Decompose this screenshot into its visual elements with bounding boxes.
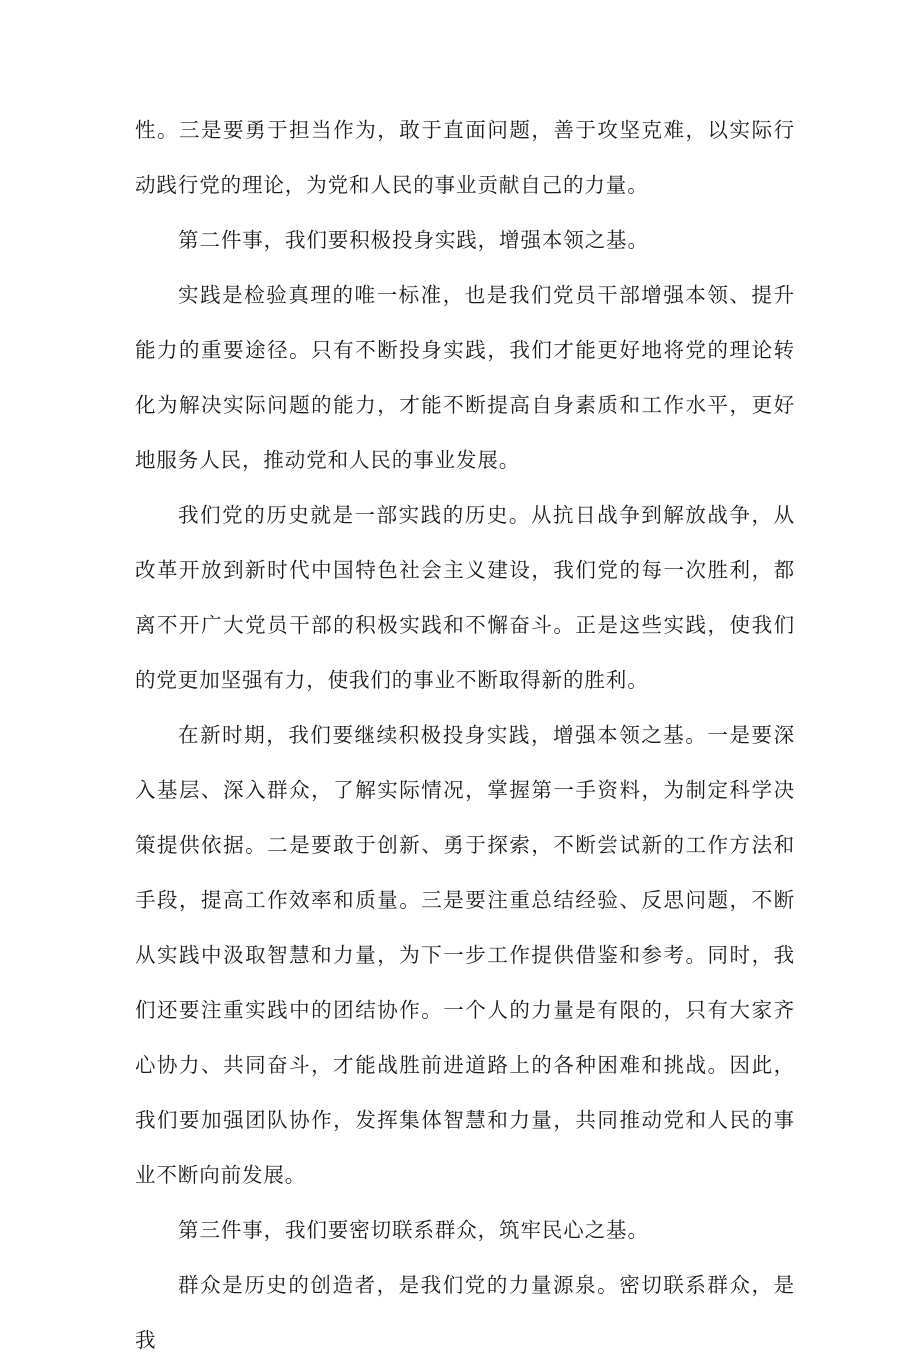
document-body bbox=[135, 103, 795, 1368]
paragraph-heading-third-matter: 第三件事，我们要密切联系群众，筑牢民心之基。 bbox=[178, 1218, 649, 1242]
paragraph-practice-standard: 实践是检验真理的唯一标准，也是我们党员干部增强本领、提升能力的重要途径。只有不断投身实践，我们才能更好地将党的理论转化为解决实际问题的能力，才能不断提高自身素质和工作水平，更好地服务人民，推动党和人民的事业发展。 bbox=[135, 283, 795, 472]
paragraph-heading-second-matter: 第二件事，我们要积极投身实践，增强本领之基。 bbox=[178, 228, 649, 252]
paragraph-party-history: 我们党的历史就是一部实践的历史。从抗日战争到解放战争，从改革开放到新时代中国特色社会主义建设，我们党的每一次胜利，都离不开广大党员干部的积极实践和不懈奋斗。正是这些实践，使我们的党更加坚强有力，使我们的事业不断取得新的胜利。 bbox=[135, 503, 795, 692]
paragraph-continuation: 性。三是要勇于担当作为，敢于直面问题，善于攻坚克难，以实际行动践行党的理论，为党和人民的事业贡献自己的力量。 bbox=[135, 118, 795, 197]
paragraph-masses: 群众是历史的创造者，是我们党的力量源泉。密切联系群众，是我 bbox=[135, 1273, 795, 1352]
paragraph-new-era: 在新时期，我们要继续积极投身实践，增强本领之基。一是要深入基层、深入群众，了解实际情况，掌握第一手资料，为制定科学决策提供依据。二是要敢于创新、勇于探索，不断尝试新的工作方法和手段，提高工作效率和质量。三是要注重总结经验、反思问题，不断从实践中汲取智慧和力量，为下一步工作提供借鉴和参考。同时，我们还要注重实践中的团结协作。一个人的力量是有限的，只有大家齐心协力、共同奋斗，才能战胜前进道路上的各种困难和挑战。因此，我们要加强团队协作，发挥集体智慧和力量，共同推动党和人民的事业不断向前发展。 bbox=[135, 723, 795, 1187]
